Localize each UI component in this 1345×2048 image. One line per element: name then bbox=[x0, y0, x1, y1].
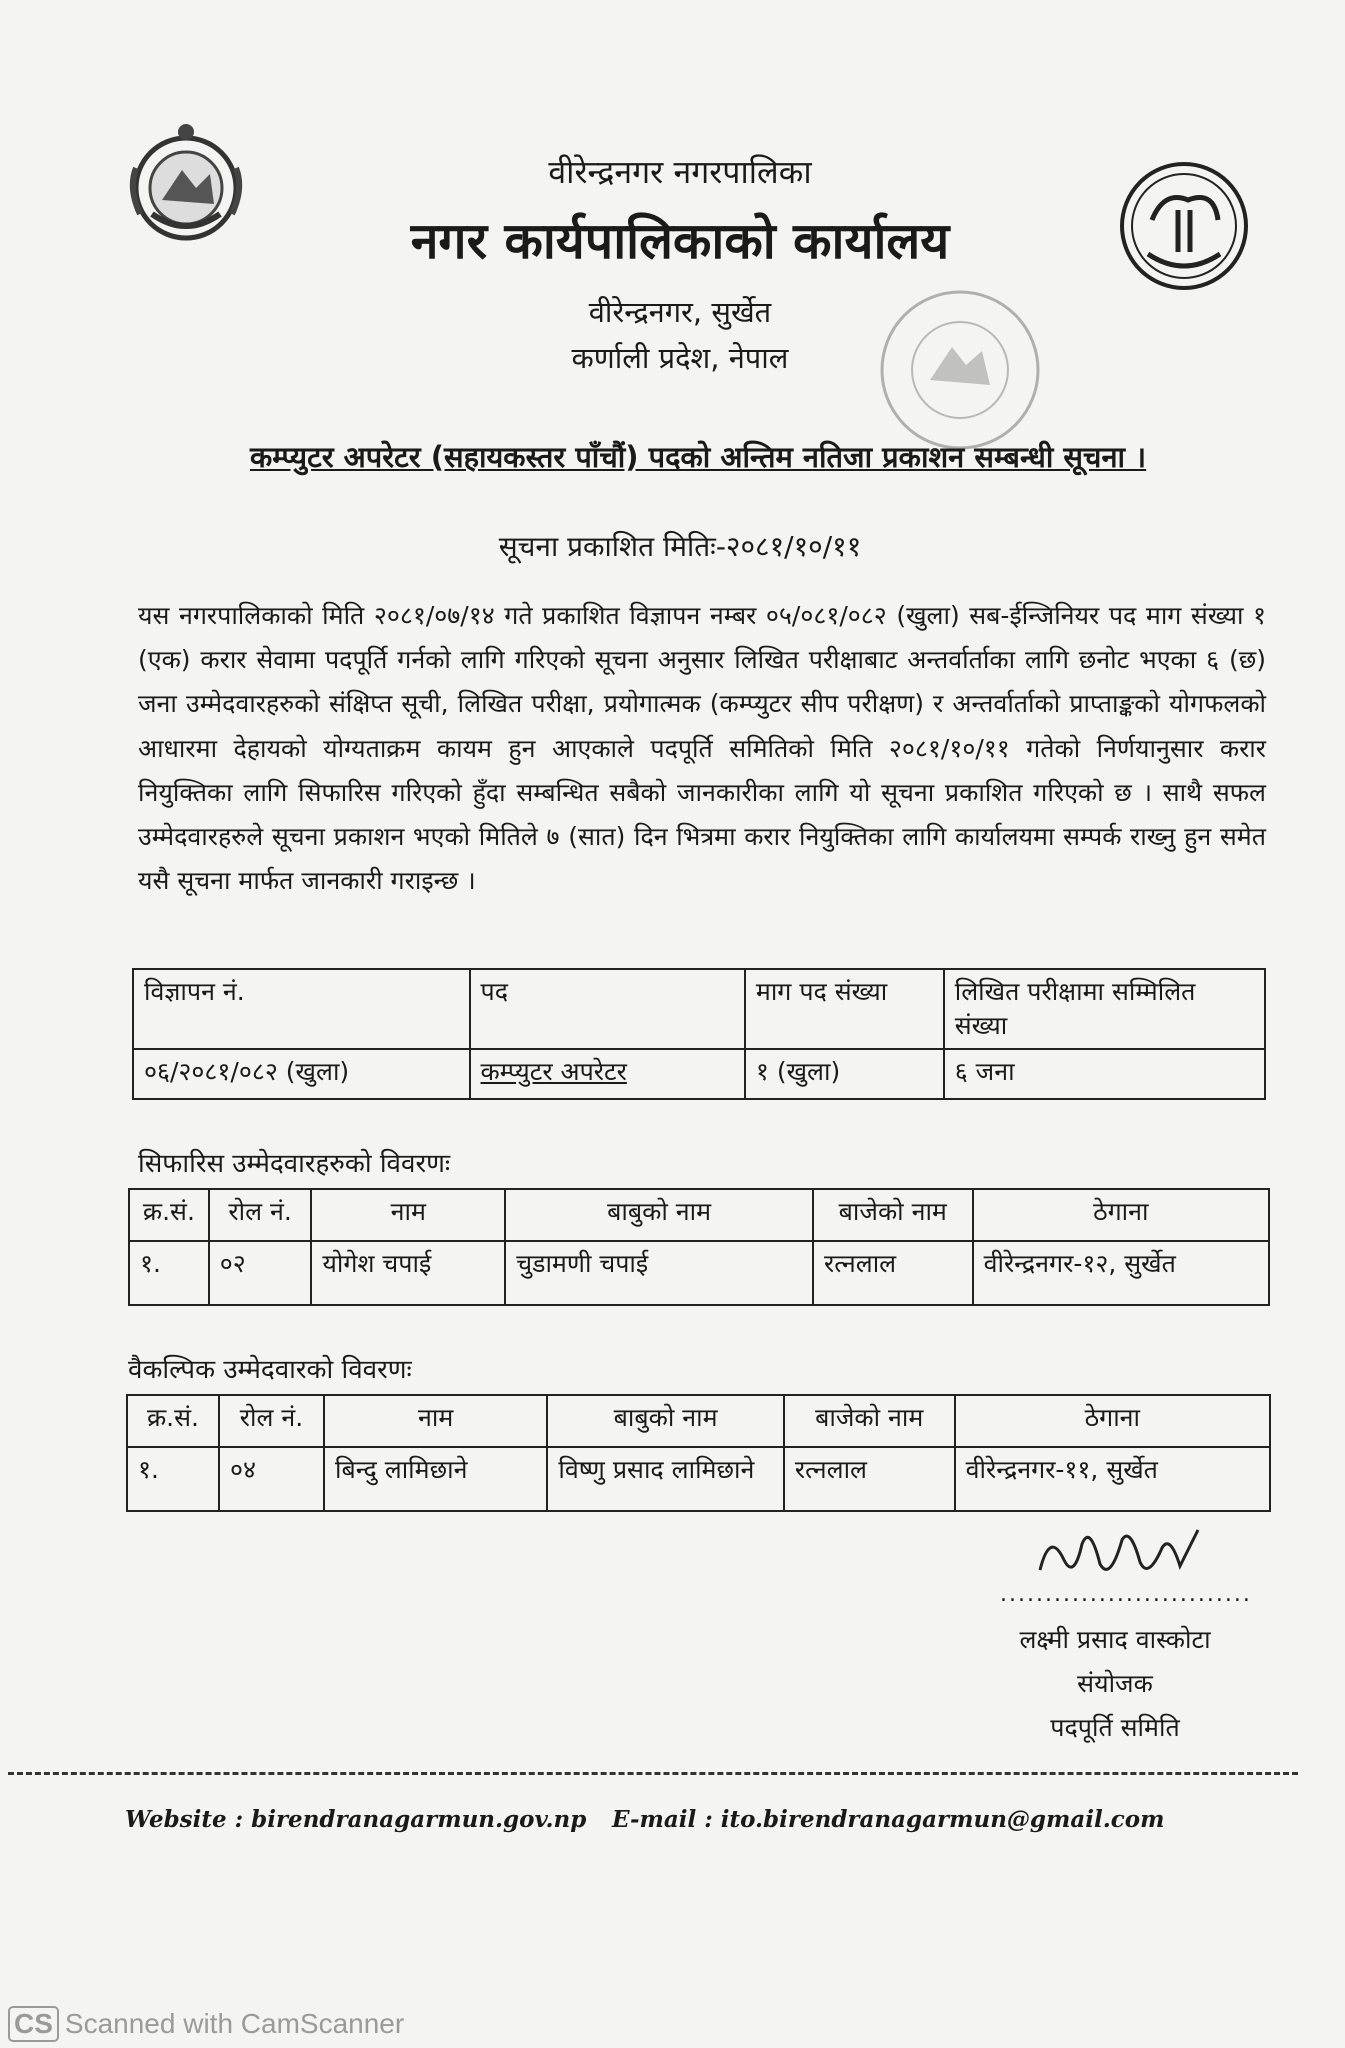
col-header: नाम bbox=[311, 1189, 505, 1241]
col-header: लिखित परीक्षामा सम्मिलित संख्या bbox=[944, 969, 1265, 1049]
table-row bbox=[127, 1447, 1270, 1511]
signatory-role: संयोजक bbox=[1077, 1669, 1153, 1698]
table-cell: ६ जना bbox=[944, 1049, 1265, 1099]
col-header: ठेगाना bbox=[955, 1395, 1270, 1447]
signature-line: ............................ bbox=[1000, 1582, 1252, 1607]
table-cell: १. bbox=[127, 1447, 219, 1511]
recommended-table bbox=[128, 1188, 1270, 1306]
table-cell: रत्नलाल bbox=[784, 1447, 955, 1511]
table-row bbox=[129, 1241, 1269, 1305]
col-header: रोल नं. bbox=[209, 1189, 312, 1241]
table-cell: ०४ bbox=[219, 1447, 324, 1511]
col-header: बाबुको नाम bbox=[505, 1189, 813, 1241]
table-cell: ०६/२०८१/०८२ (खुला) bbox=[133, 1049, 470, 1099]
camscanner-logo: CS bbox=[8, 2006, 59, 2042]
col-header: नाम bbox=[324, 1395, 547, 1447]
table-cell: विष्णु प्रसाद लामिछाने bbox=[547, 1447, 783, 1511]
table-cell: कम्प्युटर अपरेटर bbox=[470, 1049, 745, 1099]
signature-icon bbox=[1030, 1520, 1210, 1590]
alternate-title: वैकल्पिक उम्मेदवारको विवरणः bbox=[128, 1355, 412, 1385]
table-cell: रत्नलाल bbox=[813, 1241, 973, 1305]
footer-divider bbox=[8, 1772, 1298, 1775]
table-cell: वीरेन्द्रनगर-१२, सुर्खेत bbox=[973, 1241, 1269, 1305]
signatory-committee: पदपूर्ति समिति bbox=[1050, 1713, 1180, 1742]
footer-email: E-mail : ito.birendranagarmun@gmail.com bbox=[612, 1806, 1165, 1833]
camscanner-badge bbox=[8, 2006, 404, 2042]
col-header: ठेगाना bbox=[973, 1189, 1269, 1241]
col-header: बाजेको नाम bbox=[784, 1395, 955, 1447]
table-cell: योगेश चपाई bbox=[311, 1241, 505, 1305]
table-cell: ०२ bbox=[209, 1241, 312, 1305]
col-header: बाजेको नाम bbox=[813, 1189, 973, 1241]
recommended-header-row bbox=[129, 1189, 1269, 1241]
municipality-name: वीरेन्द्रनगर नगरपालिका bbox=[548, 153, 812, 191]
nepal-emblem-icon bbox=[122, 118, 250, 258]
footer-website: Website : birendranagarmun.gov.np bbox=[125, 1806, 587, 1833]
office-title: नगर कार्यपालिकाको कार्यालय bbox=[410, 212, 950, 270]
table-cell: वीरेन्द्रनगर-११, सुर्खेत bbox=[955, 1447, 1270, 1511]
address-line-2: कर्णाली प्रदेश, नेपाल bbox=[571, 341, 789, 375]
col-header: क्र.सं. bbox=[127, 1395, 219, 1447]
table-cell: बिन्दु लामिछाने bbox=[324, 1447, 547, 1511]
col-header: माग पद संख्या bbox=[745, 969, 944, 1049]
ad-table-header-row bbox=[133, 969, 1265, 1049]
alternate-header-row bbox=[127, 1395, 1270, 1447]
col-header: विज्ञापन नं. bbox=[133, 969, 470, 1049]
notice-body: यस नगरपालिकाको मिति २०८१/०७/१४ गते प्रकाशित विज्ञापन नम्बर ०५/०८१/०८२ (खुला) सब-ईन्जिनियर पद माग संख्या १ (एक) करार सेवामा पदपूर्ति गर्नको लागि गरिएको सूचना अनुसार लिखित परीक्षाबाट अन्तर्वार्ताका लागि छनोट भएका ६ (छ) जना उम्मेदवारहरुको संक्षिप्त सूची, लिखित परीक्षा, प्रयोगात्मक (कम्प्युटर सीप परीक्षण) र अन्तर्वार्ताको प्राप्ताङ्कको योगफलको आधारमा देहायको योग्यताक्रम कायम हुन आएकाले पदपूर्ति समितिको मिति २०८१/१०/११ गतेको निर्णयानुसार करार नियुक्तिका लागि सिफारिस गरिएको हुँदा सम्बन्धित सबैको जानकारीका लागि यो सूचना प्रकाशित गरिएको छ । साथै सफल उम्मेदवारहरुले सूचना प्रकाशन भएको मितिले ७ (सात) दिन भित्रमा करार नियुक्तिका लागि कार्यालयमा सम्पर्क राख्नु हुन समेत यसै सूचना मार्फत जानकारी गराइन्छ । bbox=[138, 601, 1266, 896]
recommended-title: सिफारिस उम्मेदवारहरुको विवरणः bbox=[138, 1149, 451, 1179]
publish-date: सूचना प्रकाशित मितिः-२०८१/१०/११ bbox=[498, 530, 862, 563]
ad-table bbox=[132, 968, 1266, 1100]
table-cell: १ (खुला) bbox=[745, 1049, 944, 1099]
col-header: क्र.सं. bbox=[129, 1189, 209, 1241]
table-row bbox=[133, 1049, 1265, 1099]
notice-subject: कम्प्युटर अपरेटर (सहायकस्तर पाँचौं) पदको अन्तिम नतिजा प्रकाशन सम्बन्धी सूचना । bbox=[250, 440, 1147, 474]
address-line-1: वीरेन्द्रनगर, सुर्खेत bbox=[588, 295, 772, 329]
col-header: पद bbox=[470, 969, 745, 1049]
signatory-name: लक्ष्मी प्रसाद वास्कोटा bbox=[1019, 1625, 1211, 1654]
table-cell: चुडामणी चपाई bbox=[505, 1241, 813, 1305]
col-header: रोल नं. bbox=[219, 1395, 324, 1447]
municipality-logo-icon bbox=[1118, 160, 1250, 292]
alternate-table bbox=[126, 1394, 1271, 1512]
col-header: बाबुको नाम bbox=[547, 1395, 783, 1447]
camscanner-text: Scanned with CamScanner bbox=[64, 2008, 405, 2039]
table-cell: १. bbox=[129, 1241, 209, 1305]
